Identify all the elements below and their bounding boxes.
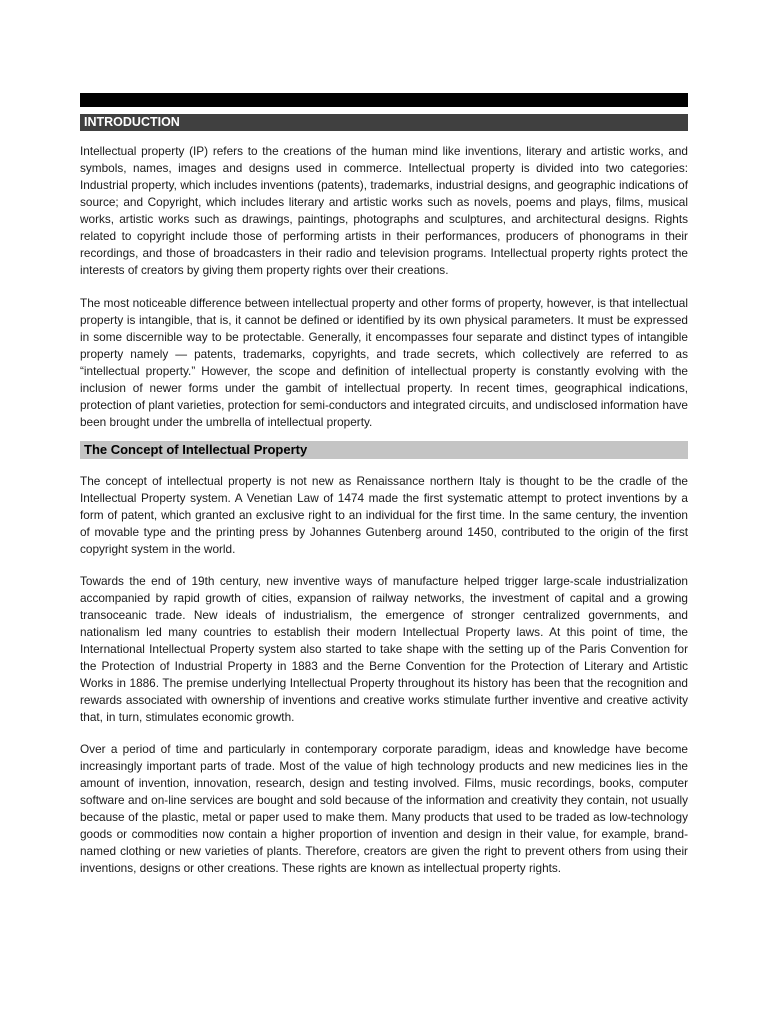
section-heading-introduction: INTRODUCTION xyxy=(80,114,688,131)
paragraph-ip-trade: Over a period of time and particularly in contemporary corporate paradigm, ideas and knowledge have become increasingly important parts of trade. Most of the value of high technology products and new medicines lies in the amount of invention, innovation, research, design and testing involved. Films, music recordings, books, computer software and on-line services are bought and sold because of the information and creativity they contain, not usually because of the plastic, metal or paper used to make them. Many products that used to be traded as low-technology goods or commodities now contain a higher proportion of invention and design in their value, for example, brand-named clothing or new varieties of plants. Therefore, creators are given the right to prevent others from using their inventions, designs or other creations. These rights are known as intellectual property rights. xyxy=(80,742,688,875)
paragraph-ip-industrialization: Towards the end of 19th century, new inventive ways of manufacture helped trigger large-scale industrialization accompanied by rapid growth of cities, expansion of railway networks, the investment of capital and a growing transoceanic trade. New ideals of industrialism, the emergence of stronger centralized governments, and nationalism led many countries to establish their modern Intellectual Property laws. At this point of time, the International Intellectual Property system also started to take shape with the setting up of the Paris Convention for the Protection of Industrial Property in 1883 and the Berne Convention for the Protection of Literary and Artistic Works in 1886. The premise underlying Intellectual Property throughout its history has been that the recognition and rewards associated with ownership of inventions and creative works stimulate further inventive and creative activity that, in turn, stimulates economic growth. xyxy=(80,574,688,724)
section-heading-concept: The Concept of Intellectual Property xyxy=(80,441,688,459)
document-page xyxy=(80,93,688,877)
top-black-rule xyxy=(80,93,688,107)
paragraph-ip-intangible: The most noticeable difference between intellectual property and other forms of property, however, is that intellectual property is intangible, that is, it cannot be defined or identified by its own physical parameters. It must be expressed in some discernible way to be protectable. Generally, it encompasses four separate and distinct types of intangible property namely — patents, trademarks, copyrights, and trade secrets, which collectively are referred to as “intellectual property.” However, the scope and definition of intellectual property is constantly evolving with the inclusion of newer forms under the gambit of intellectual property. In recent times, geographical indications, protection of plant varieties, protection for semi-conductors and integrated circuits, and undisclosed information have been brought under the umbrella of intellectual property. xyxy=(80,296,688,429)
paragraph-ip-definition: Intellectual property (IP) refers to the creations of the human mind like inventions, literary and artistic works, and symbols, names, images and designs used in commerce. Intellectual property is divided into two categories: Industrial property, which includes inventions (patents), trademarks, industrial designs, and geographic indications of source; and Copyright, which includes literary and artistic works such as novels, poems and plays, films, musical works, artistic works such as drawings, paintings, photographs and sculptures, and architectural designs. Rights related to copyright include those of performing artists in their performances, producers of phonograms in their recordings, and those of broadcasters in their radio and television programs. Intellectual property rights protect the interests of creators by giving them property rights over their creations. xyxy=(80,144,688,277)
paragraph-ip-history: The concept of intellectual property is not new as Renaissance northern Italy is thought to be the cradle of the Intellectual Property system. A Venetian Law of 1474 made the first systematic attempt to protect inventions by a form of patent, which granted an exclusive right to an individual for the first time. In the same century, the invention of movable type and the printing press by Johannes Gutenberg around 1450, contributed to the origin of the first copyright system in the world. xyxy=(80,474,688,556)
